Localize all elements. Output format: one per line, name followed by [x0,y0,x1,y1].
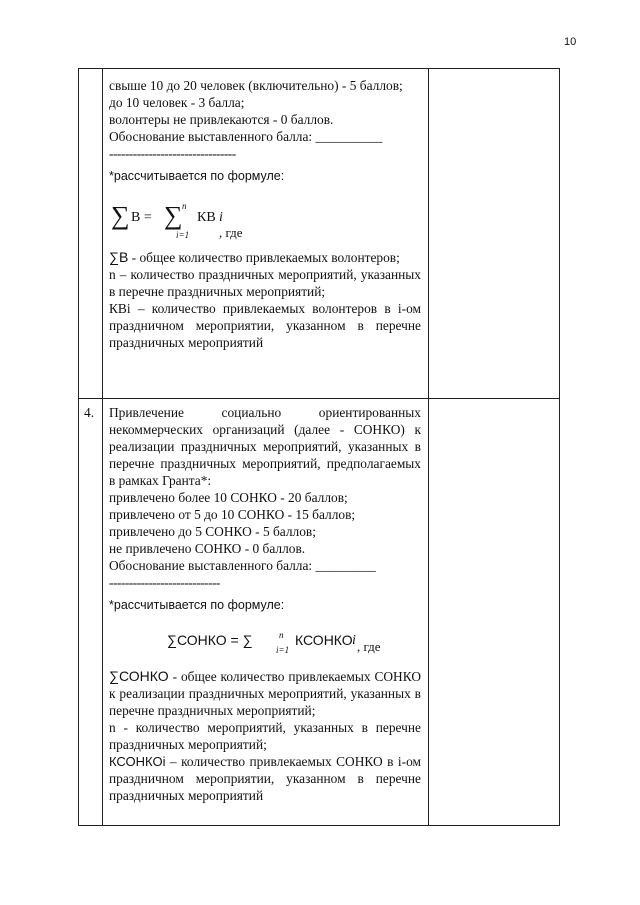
definition-text: - общее количество привлекаемых волонтеров; [128,250,400,265]
formula-term-index: i [219,210,223,225]
formula-upper-limit: n [279,630,284,640]
formula-lhs: ∑СОНКО = ∑ [167,632,253,648]
row3-line-2: до 10 человек - 3 балла; [109,95,245,110]
criteria-table [78,68,560,826]
row3-definition-2: n – количество праздничных мероприятий, указанных в перечне праздничных мероприятий; [109,267,421,299]
row4-line-4: не привлечено СОНКО - 0 баллов. [109,541,306,556]
row4-line-3: привлечено до 5 СОНКО - 5 баллов; [109,524,316,539]
row4-definition-1 [109,668,421,719]
row4-justification: Обоснование выставленного балла: _________ [109,558,376,573]
sum-symbol: ∑ [164,201,183,230]
table-border-left [78,69,79,826]
table-border-col1 [102,69,103,826]
row4-content [109,404,421,804]
formula-lower-limit: i=1 [276,645,290,655]
page-number: 10 [564,36,577,48]
row4-dashes: ---------------------------- [109,575,220,590]
definition-text: - общее количество привлекаемых СОНКО к реализации праздничных мероприятий, указанных в перечне праздничных мероприятий; [109,669,421,718]
row3-justification: Обоснование выставленного балла: __________ [109,129,383,144]
row3-formula [109,193,421,241]
formula-suffix: , где [357,639,381,654]
row4-definition-3 [109,753,421,804]
definition-text: – количество привлекаемых волонтеров в i-ом праздничном мероприятии, указанном в перечне праздничных мероприятий [109,301,421,350]
formula-lhs: В = [131,210,152,225]
row4-definition-2: n - количество мероприятий, указанных в перечне праздничных мероприятий; [109,720,421,752]
row4-line-2: привлечено от 5 до 10 СОНКО - 15 баллов; [109,507,356,522]
table-border-right [559,69,560,826]
definition-term: ∑В [109,249,129,265]
formula-upper-limit: n [182,201,187,211]
definition-term: ∑СОНКО [109,668,169,684]
row3-content [109,77,421,351]
formula-suffix: , где [219,225,243,240]
formula-term: КСОНКО [295,632,353,648]
sum-symbol: ∑ [111,201,130,230]
definition-text: – количество привлекаемых СОНКО в i-ом праздничном мероприятии, указанном в перечне праздничных мероприятий [109,754,421,803]
row4-formula-note: *рассчитывается по формуле: [109,598,285,612]
row4-formula [109,618,421,658]
formula-lower-limit: i=1 [176,230,190,240]
formula-term-index: i [352,633,356,648]
row3-formula-note: *рассчитывается по формуле: [109,169,285,183]
definition-term: КВi [109,301,131,316]
row4-number: 4. [84,405,95,420]
row3-definition-3 [109,300,421,351]
row4-line-1: привлечено более 10 СОНКО - 20 баллов; [109,490,348,505]
row3-line-1: свыше 10 до 20 человек (включительно) - 5 баллов; [109,78,403,93]
row-divider [78,398,560,399]
definition-term: КСОНКОi [109,754,166,769]
formula-term: КВ [197,210,216,225]
table-border-col2 [428,69,429,826]
row3-definition-1 [109,249,421,266]
table-border-bottom [78,825,560,826]
row3-line-3: волонтеры не привлекаются - 0 баллов. [109,112,334,127]
row4-intro: Привлечение социально ориентированных некоммерческих организаций (далее - СОНКО) к реализации праздничных мероприятий, указанных в перечне праздничных мероприятий, предполагаемых в рамках Гранта*: [109,405,421,488]
row3-dashes: -------------------------------- [109,146,236,161]
